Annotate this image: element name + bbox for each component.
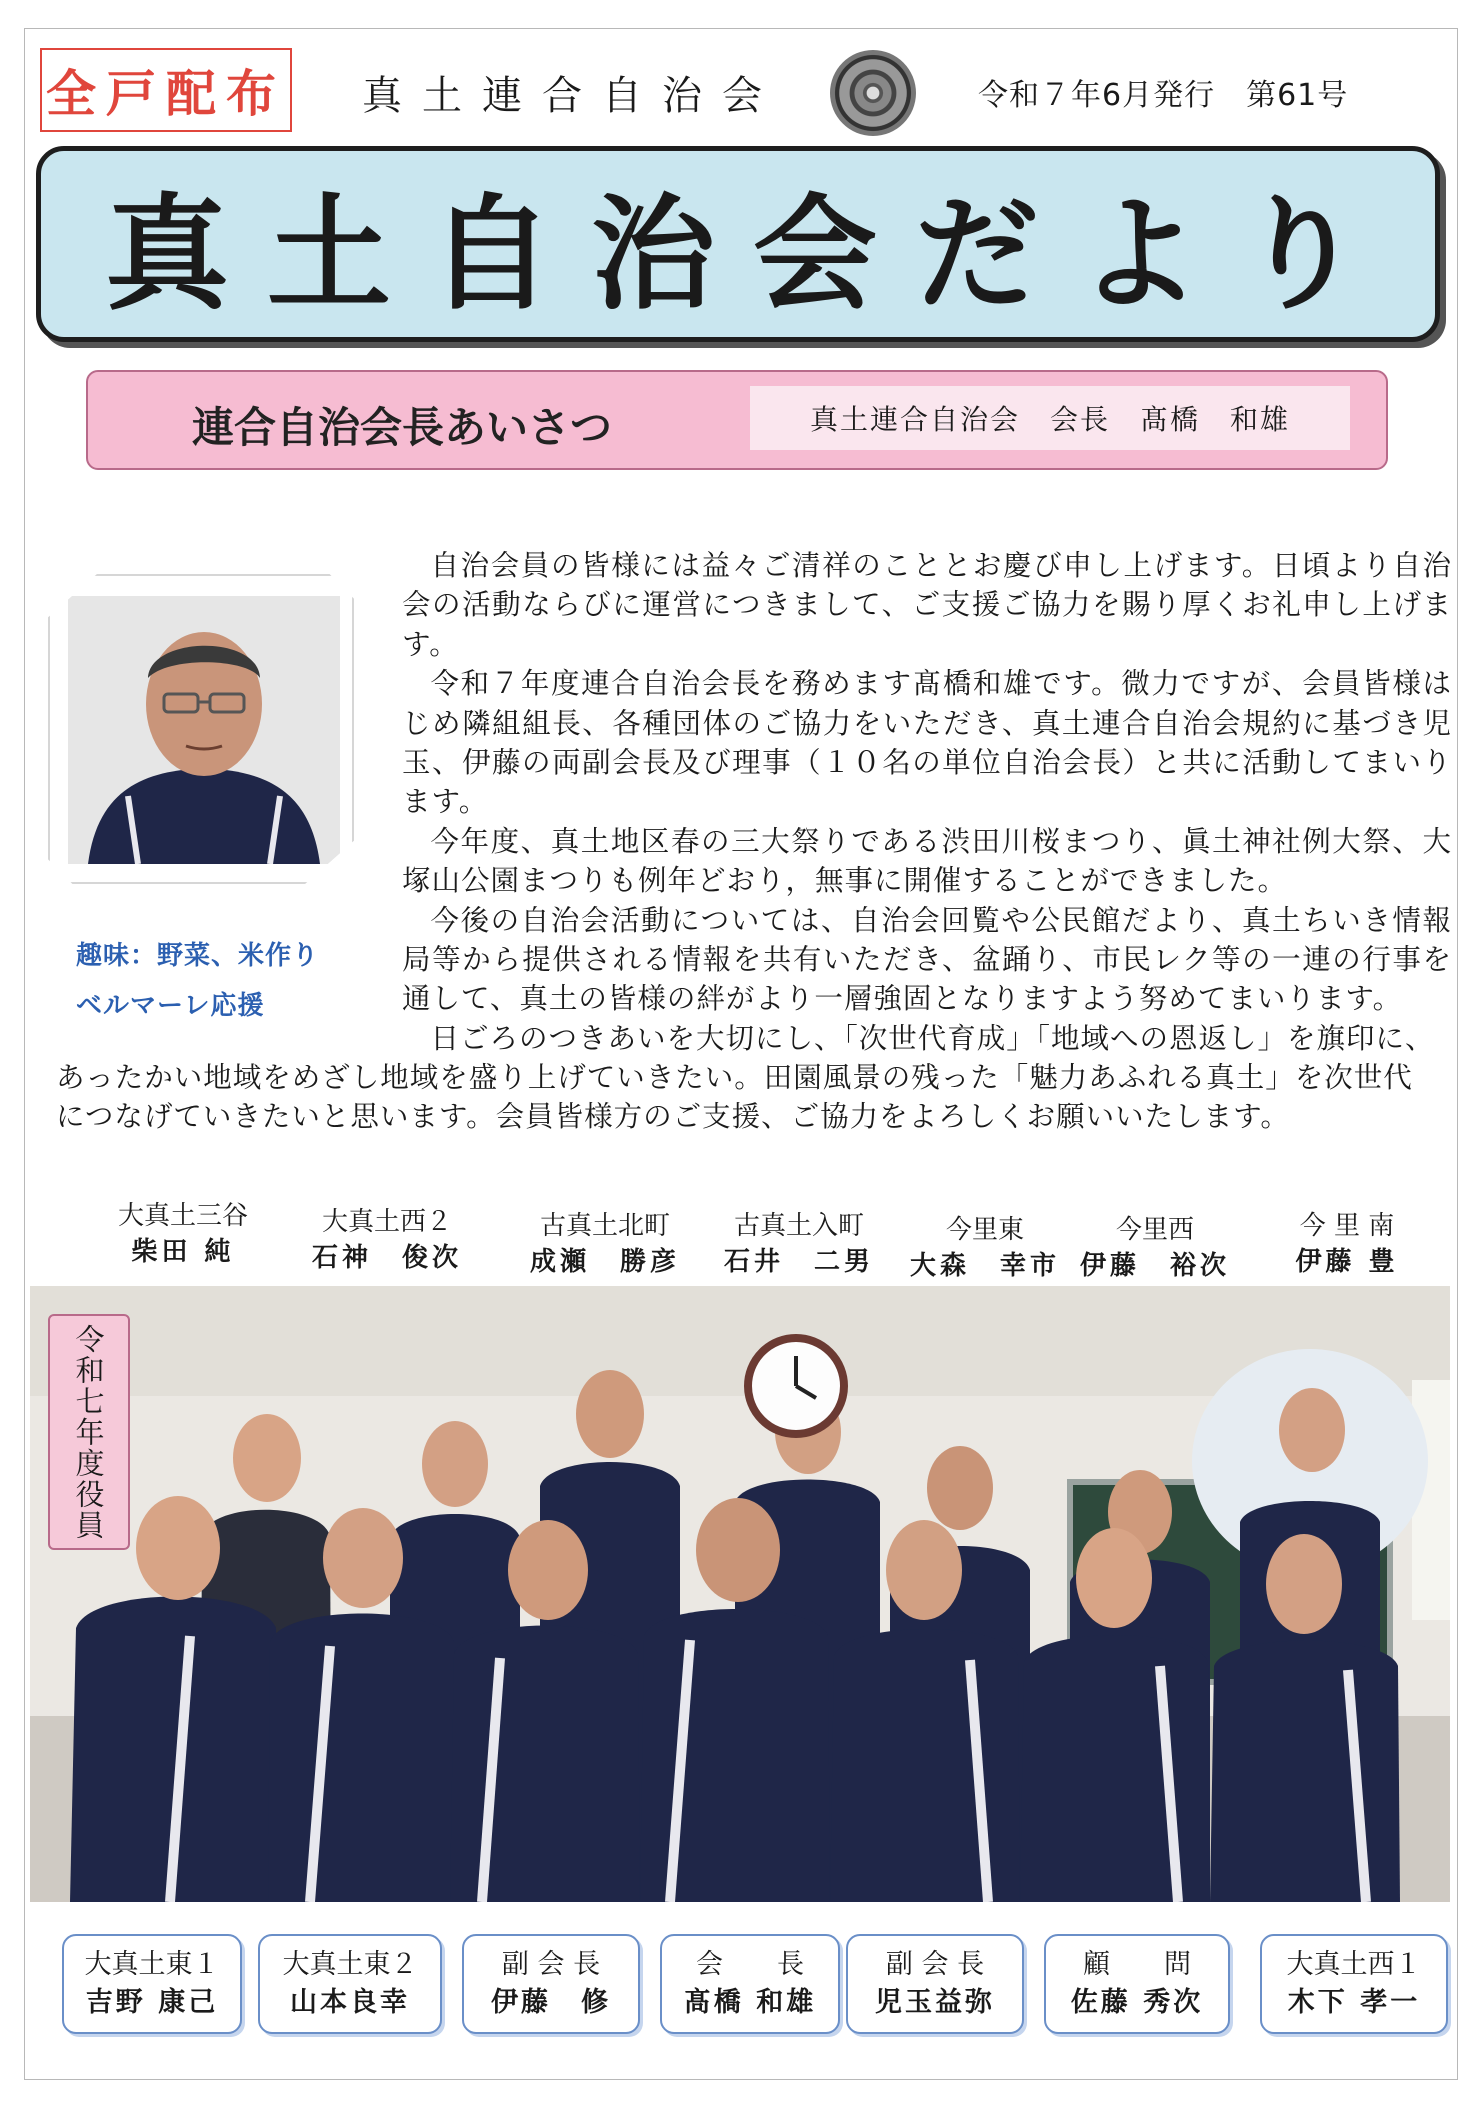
caption-role: 副 会 長 (501, 1949, 601, 1980)
caption-role: 顧 問 (1083, 1949, 1191, 1980)
hobby-line-1: 趣味：野菜、米作り (76, 941, 320, 971)
paragraph-5-line-2: あったかい地域をめざし地域を盛り上げていきたい。田園風景の残った「魅力あふれる真土」を次世代 (56, 1061, 1413, 1094)
caption-role: 大真土東１ (84, 1949, 220, 1980)
caption-name: 山本良幸 (290, 1987, 410, 2018)
officer-top-1 (108, 1198, 258, 1270)
paragraph-5-line-3: につなげていきたいと思います。会員皆様方のご支援、ご協力をよろしくお願いいたします。 (56, 1100, 1290, 1134)
org-name: 真土連合自治会 (362, 73, 782, 119)
officer-name: 伊藤 豊 (1295, 1247, 1399, 1277)
hobby-line-2: ベルマーレ応援 (76, 991, 265, 1021)
portrait-photo (68, 596, 340, 864)
greeting-heading: 連合自治会長あいさつ (192, 403, 613, 452)
caption-box-3 (462, 1934, 640, 2034)
paragraph-1: 自治会員の皆様には益々ご清祥のこととお慶び申し上げます。日頃より自治会の活動ならびに運営につきまして、ご支援ご協力を賜り厚くお礼申し上げます。 (402, 549, 1452, 661)
newsletter-title: 真土自治会だより (104, 183, 1401, 327)
paragraph-4: 今後の自治会活動については、自治会回覧や公民館だより、真土ちいき情報局等から提供される情報を共有いただき、盆踊り、市民レク等の一連の行事を通して、真土の皆様の絆がより一層強固となりますよう努めてまいります。 (402, 903, 1452, 1016)
portrait-figure-icon (68, 596, 340, 864)
distribution-badge: 全戸配布 (40, 48, 292, 132)
officer-area: 今 里 南 (1299, 1211, 1395, 1241)
officer-top-3 (520, 1208, 690, 1280)
bronze-mirror-seal-icon (830, 50, 916, 136)
caption-box-5 (846, 1934, 1024, 2034)
officer-top-4 (714, 1208, 884, 1280)
caption-name: 伊藤 修 (491, 1987, 611, 2018)
caption-role: 副 会 長 (885, 1949, 985, 1980)
caption-role: 会 長 (696, 1949, 804, 1980)
paragraph-2: 令和７年度連合自治会長を務めます髙橋和雄です。微力ですが、会員皆様はじめ隣組組長、各種団体のご協力をいただき、真土連合自治会規約に基づき児玉、伊藤の両副会長及び理事（１０名の単位自治会長）と共に活動してまいります。 (402, 667, 1452, 819)
caption-name: 児玉益弥 (875, 1987, 995, 2018)
officer-area: 今里西 (1115, 1215, 1194, 1245)
officer-area: 今里東 (945, 1215, 1024, 1245)
officer-name: 伊藤 裕次 (1079, 1251, 1230, 1281)
greeting-header (86, 370, 1388, 470)
officer-area: 大真土三谷 (117, 1201, 248, 1231)
caption-name: 木下 孝一 (1287, 1987, 1421, 2018)
officer-area: 大真土西２ (321, 1207, 452, 1237)
photo-label: 令和七年度役員 (48, 1314, 130, 1550)
caption-box-4 (660, 1934, 840, 2034)
caption-box-7 (1260, 1934, 1448, 2034)
officer-top-7 (1262, 1208, 1432, 1280)
officer-name: 成瀬 勝彦 (529, 1247, 680, 1277)
caption-box-2 (258, 1934, 442, 2034)
group-photo-figures (30, 1286, 1450, 1902)
officer-name: 石神 俊次 (311, 1243, 462, 1273)
caption-role: 大真土東２ (282, 1949, 418, 1980)
officer-top-5 (900, 1212, 1070, 1284)
newsletter-title-box (36, 146, 1440, 342)
officer-area: 古真土北町 (539, 1211, 670, 1241)
greeting-body (402, 546, 1452, 1058)
officer-top-2 (302, 1204, 472, 1276)
group-photo (30, 1286, 1450, 1902)
officer-name: 大森 幸市 (909, 1251, 1060, 1281)
officer-name: 石井 二男 (723, 1247, 874, 1277)
caption-name: 佐藤 秀次 (1070, 1987, 1204, 2018)
caption-name: 吉野 康己 (85, 1987, 219, 2018)
caption-box-1 (62, 1934, 242, 2034)
paragraph-3: 今年度、真土地区春の三大祭りである渋田川桜まつり、眞土神社例大祭、大塚山公園まつりも例年どおり，無事に開催することができました。 (402, 824, 1452, 898)
officer-area: 古真土入町 (733, 1211, 864, 1241)
caption-name: 髙橋 和雄 (683, 1987, 817, 2018)
officer-name: 柴田 純 (131, 1237, 235, 1267)
caption-box-6 (1044, 1934, 1230, 2034)
greeting-author: 真土連合自治会 会長 髙橋 和雄 (750, 386, 1350, 450)
officer-top-6 (1070, 1212, 1240, 1284)
paragraph-5-start: 日ごろのつきあいを大切にし、「次世代育成」「地域への恩返し」を旗印に、 (430, 1021, 1435, 1055)
greeting-body-wide (56, 1058, 1452, 1137)
caption-role: 大真土西１ (1286, 1949, 1422, 1980)
chairman-portrait (48, 574, 354, 884)
issue-info: 令和７年6月発行 第61号 (978, 78, 1349, 113)
